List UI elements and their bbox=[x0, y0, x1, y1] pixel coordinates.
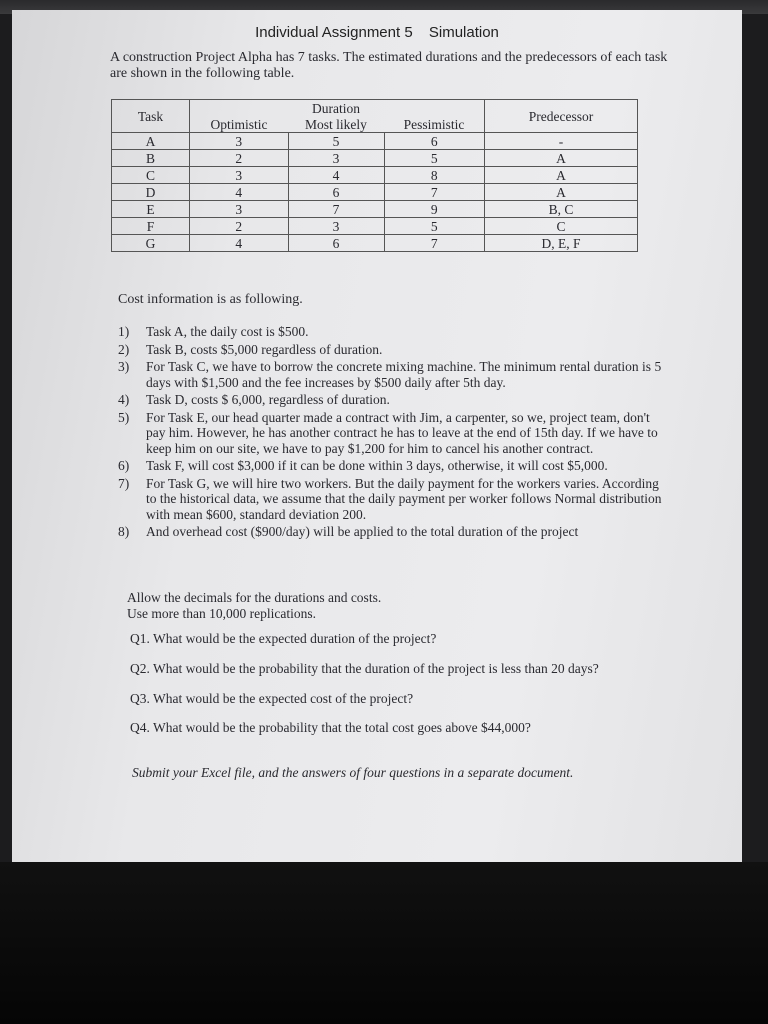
cell-task: E bbox=[112, 201, 190, 218]
cell-pessimistic: 9 bbox=[384, 201, 485, 218]
cell-most-likely: 6 bbox=[288, 184, 384, 201]
cell-optimistic: 4 bbox=[190, 184, 289, 201]
header-pessimistic: Pessimistic bbox=[384, 116, 485, 133]
question-3: Q3. What would be the expected cost of the project? bbox=[130, 691, 414, 706]
cell-pessimistic: 7 bbox=[384, 184, 485, 201]
cell-optimistic: 3 bbox=[190, 133, 289, 150]
cost-item-number: 8) bbox=[118, 524, 130, 539]
screen-bottom-bezel bbox=[0, 862, 768, 1024]
cell-task: C bbox=[112, 167, 190, 184]
note-replications: Use more than 10,000 replications. bbox=[127, 606, 316, 621]
cell-predecessor: A bbox=[485, 167, 638, 184]
note-decimals: Allow the decimals for the durations and costs. bbox=[127, 590, 382, 605]
title-assignment: Individual Assignment 5 bbox=[255, 24, 413, 41]
submit-instruction: Submit your Excel file, and the answers of four questions in a separate document. bbox=[132, 765, 574, 780]
cell-pessimistic: 8 bbox=[384, 167, 485, 184]
cost-item-number: 2) bbox=[118, 341, 130, 357]
cell-most-likely: 4 bbox=[288, 167, 384, 184]
cost-item-text: Task A, the daily cost is $500. bbox=[146, 324, 309, 339]
table-header-row bbox=[112, 100, 638, 117]
table-row bbox=[112, 167, 638, 184]
page-title bbox=[12, 24, 742, 41]
cell-predecessor: A bbox=[485, 184, 638, 201]
cell-pessimistic: 5 bbox=[384, 150, 485, 167]
cell-task: B bbox=[112, 150, 190, 167]
header-blank bbox=[190, 100, 289, 117]
cell-task: D bbox=[112, 184, 190, 201]
table-row bbox=[112, 133, 638, 150]
header-blank-2 bbox=[384, 100, 485, 117]
cost-item bbox=[118, 410, 670, 457]
cell-task: F bbox=[112, 218, 190, 235]
cost-item-number: 1) bbox=[118, 324, 130, 339]
table-row bbox=[112, 150, 638, 167]
cell-most-likely: 6 bbox=[288, 235, 384, 252]
cost-item-text: For Task C, we have to borrow the concrete mixing machine. The minimum rental duration is 5 days with $1,500 and the fee increases by $500 daily after 5th day. bbox=[146, 359, 662, 390]
task-table bbox=[111, 99, 638, 252]
cost-heading: Cost information is as following. bbox=[118, 292, 303, 307]
cell-pessimistic: 6 bbox=[384, 133, 485, 150]
cell-optimistic: 3 bbox=[190, 201, 289, 218]
cost-item-text: Task F, will cost $3,000 if it can be done within 3 days, otherwise, it will cost $5,000. bbox=[146, 458, 608, 473]
cell-optimistic: 4 bbox=[190, 235, 289, 252]
question-1: Q1. What would be the expected duration of the project? bbox=[130, 631, 437, 646]
notes bbox=[127, 590, 381, 622]
cost-item bbox=[118, 342, 670, 358]
header-optimistic: Optimistic bbox=[190, 116, 289, 133]
header-duration: Duration bbox=[288, 100, 384, 117]
cost-item-text: Task D, costs $ 6,000, regardless of duration. bbox=[146, 392, 390, 407]
cell-predecessor: C bbox=[485, 218, 638, 235]
cell-pessimistic: 7 bbox=[384, 235, 485, 252]
cell-most-likely: 7 bbox=[288, 201, 384, 218]
cost-item bbox=[118, 476, 670, 523]
cell-most-likely: 3 bbox=[288, 150, 384, 167]
cost-item-number: 7) bbox=[118, 475, 130, 491]
cell-optimistic: 2 bbox=[190, 218, 289, 235]
title-topic: Simulation bbox=[428, 24, 499, 41]
cell-predecessor: D, E, F bbox=[485, 235, 638, 252]
cell-most-likely: 3 bbox=[288, 218, 384, 235]
cell-predecessor: B, C bbox=[485, 201, 638, 218]
cost-item-number: 3) bbox=[118, 359, 130, 374]
cost-item bbox=[118, 359, 670, 390]
cell-optimistic: 2 bbox=[190, 150, 289, 167]
cell-pessimistic: 5 bbox=[384, 218, 485, 235]
cell-predecessor: - bbox=[485, 133, 638, 150]
table-row bbox=[112, 184, 638, 201]
cell-optimistic: 3 bbox=[190, 167, 289, 184]
cost-item-number: 4) bbox=[118, 392, 130, 407]
cost-item bbox=[118, 524, 670, 540]
cost-list bbox=[118, 324, 670, 542]
cost-item-text: For Task E, our head quarter made a contract with Jim, a carpenter, so we, project team, don't pay him. However, he has another contract he has to leave at the end of 15th day. If we have to keep him on our site, we have to pay $1,200 for him to cancel his another contract. bbox=[146, 409, 658, 456]
cost-item-number: 6) bbox=[118, 458, 130, 473]
header-task: Task bbox=[112, 100, 190, 133]
cost-item-text: And overhead cost ($900/day) will be applied to the total duration of the project bbox=[146, 524, 579, 539]
cell-predecessor: A bbox=[485, 150, 638, 167]
header-predecessor: Predecessor bbox=[485, 100, 638, 133]
cost-item-number: 5) bbox=[118, 409, 130, 425]
header-most-likely: Most likely bbox=[288, 116, 384, 133]
cost-item bbox=[118, 392, 670, 408]
question-2: Q2. What would be the probability that the duration of the project is less than 20 days? bbox=[130, 661, 599, 676]
table-row bbox=[112, 218, 638, 235]
table-row bbox=[112, 235, 638, 252]
assignment-page bbox=[12, 10, 742, 862]
cost-item-text: Task B, costs $5,000 regardless of duration. bbox=[146, 341, 383, 357]
cell-task: A bbox=[112, 133, 190, 150]
table-row bbox=[112, 201, 638, 218]
cost-item-text: For Task G, we will hire two workers. But the daily payment for the workers varies. According to the historical data, we assume that the daily payment per worker follows Normal distribution with mean $600, standard deviation 200. bbox=[146, 475, 662, 522]
cost-item bbox=[118, 324, 670, 340]
cell-most-likely: 5 bbox=[288, 133, 384, 150]
cost-item bbox=[118, 458, 670, 474]
cell-task: G bbox=[112, 235, 190, 252]
intro-paragraph: A construction Project Alpha has 7 tasks. The estimated durations and the predecessors of each task are shown in the following table. bbox=[110, 50, 668, 81]
question-4: Q4. What would be the probability that the total cost goes above $44,000? bbox=[130, 720, 531, 735]
